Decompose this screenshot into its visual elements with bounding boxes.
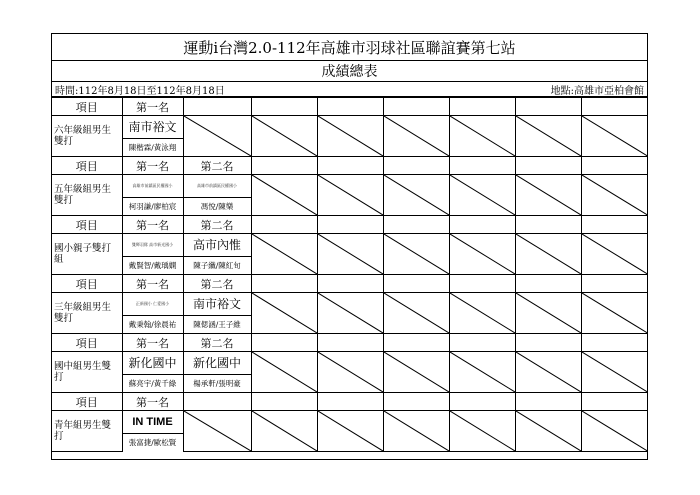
empty-diagonal-cell (581, 352, 647, 393)
empty-diagonal-cell (317, 411, 383, 452)
time-text: 時間:112年8月18日至112年8月18日 (55, 85, 225, 97)
first-place-team: 正新國小 仁愛國小 (122, 293, 183, 316)
empty-diagonal-cell (515, 234, 581, 275)
empty-diagonal-cell (383, 293, 449, 334)
diagonal-line (582, 411, 648, 451)
empty-diagonal-cell (251, 234, 317, 275)
result-row (52, 234, 647, 257)
results-body (52, 98, 647, 452)
diagonal-line (516, 293, 581, 333)
empty-diagonal-cell (449, 293, 515, 334)
diagonal-line (252, 352, 317, 392)
result-row (52, 411, 647, 434)
empty-diagonal-cell (515, 411, 581, 452)
empty-header-cell (515, 157, 581, 175)
empty-header-cell (251, 275, 317, 293)
empty-header-cell (515, 334, 581, 352)
diagonal-line (384, 116, 449, 156)
empty-header-cell (449, 393, 515, 411)
item-header: 項目 (52, 275, 122, 293)
empty-header-cell (383, 275, 449, 293)
empty-diagonal-cell (581, 411, 647, 452)
empty-header-cell (383, 216, 449, 234)
second-place-header: 第二名 (183, 334, 251, 352)
first-place-team: 南市裕文 (122, 116, 183, 139)
diagonal-line (252, 116, 317, 156)
section-header-row (52, 157, 647, 175)
result-row (52, 293, 647, 316)
subtitle-text: 成績總表 (321, 64, 378, 80)
empty-diagonal-cell (251, 175, 317, 216)
page-title (52, 34, 647, 61)
empty-diagonal-cell (515, 293, 581, 334)
second-place-header: 第二名 (183, 275, 251, 293)
empty-diagonal-cell (581, 116, 647, 157)
empty-diagonal-cell (449, 175, 515, 216)
info-row (52, 82, 647, 97)
empty-header-cell (317, 393, 383, 411)
result-row (52, 116, 647, 139)
empty-header-cell (581, 216, 647, 234)
empty-diagonal-cell (317, 352, 383, 393)
second-place-team: 新化國中 (183, 352, 251, 375)
empty-header-cell (581, 334, 647, 352)
empty-header-cell (449, 157, 515, 175)
diagonal-line (450, 352, 515, 392)
diagonal-line (384, 293, 449, 333)
first-place-header: 第一名 (122, 157, 183, 175)
first-place-players: 陳楷霖/黃泳翔 (122, 139, 183, 157)
second-place-team: 高雄市前鎮區民權國小 (183, 175, 251, 198)
section-header-row (52, 216, 647, 234)
section-header-row (52, 275, 647, 293)
item-header: 項目 (52, 98, 122, 116)
results-table (52, 97, 647, 452)
diagonal-line (318, 293, 383, 333)
empty-diagonal-cell (251, 116, 317, 157)
empty-header-cell (449, 98, 515, 116)
empty-header-cell (581, 275, 647, 293)
diagonal-line (252, 293, 317, 333)
empty-header-cell (383, 334, 449, 352)
diagonal-line (384, 175, 449, 215)
first-place-team: IN TIME (122, 411, 183, 434)
first-place-header: 第一名 (122, 98, 183, 116)
empty-diagonal-cell (251, 352, 317, 393)
first-place-header: 第一名 (122, 334, 183, 352)
empty-diagonal-cell (449, 234, 515, 275)
empty-header-cell (317, 275, 383, 293)
empty-header-cell (317, 157, 383, 175)
empty-header-cell (449, 334, 515, 352)
result-row (52, 175, 647, 198)
diagonal-line (252, 234, 317, 274)
diagonal-line (252, 411, 317, 451)
category-label: 國中組男生雙打 (52, 352, 122, 393)
second-place-players: 楊承軒/張明豪 (183, 375, 251, 393)
empty-diagonal-cell (383, 411, 449, 452)
diagonal-line (582, 175, 648, 215)
first-place-team: 雙輝羽隊 高市新光國小 (122, 234, 183, 257)
diagonal-line (450, 175, 515, 215)
diagonal-line (318, 116, 383, 156)
empty-header-cell (251, 157, 317, 175)
second-place-players: 馮悅/陳樂 (183, 198, 251, 216)
empty-diagonal-cell (317, 116, 383, 157)
results-sheet (51, 33, 648, 460)
empty-diagonal-cell (515, 352, 581, 393)
diagonal-line (384, 411, 449, 451)
diagonal-line (184, 116, 251, 156)
empty-diagonal-cell (515, 175, 581, 216)
empty-diagonal-cell (449, 116, 515, 157)
item-header: 項目 (52, 157, 122, 175)
empty-header-cell (251, 98, 317, 116)
second-place-team: 南市裕文 (183, 293, 251, 316)
diagonal-line (384, 234, 449, 274)
empty-diagonal-cell (383, 175, 449, 216)
venue-text: 地點:高雄市亞柏會館 (550, 85, 644, 97)
empty-diagonal-cell (383, 352, 449, 393)
first-place-players: 戴賢智/戴瑀嫻 (122, 257, 183, 275)
first-place-header: 第一名 (122, 216, 183, 234)
diagonal-line (318, 352, 383, 392)
empty-diagonal-cell (251, 293, 317, 334)
empty-header-cell (317, 98, 383, 116)
empty-diagonal-cell (183, 116, 251, 157)
empty-header-cell (183, 393, 251, 411)
diagonal-line (252, 175, 317, 215)
empty-header-cell (383, 157, 449, 175)
second-place-players: 陳子纖/陳紅旬 (183, 257, 251, 275)
empty-header-cell (251, 334, 317, 352)
empty-header-cell (383, 98, 449, 116)
empty-diagonal-cell (383, 116, 449, 157)
diagonal-line (450, 234, 515, 274)
second-place-players: 陳偲涵/王子維 (183, 316, 251, 334)
results-grid (52, 97, 647, 452)
result-row (52, 352, 647, 375)
section-header-row (52, 334, 647, 352)
empty-header-cell (515, 275, 581, 293)
empty-header-cell (515, 216, 581, 234)
first-place-players: 戴秉翰/徐晨祐 (122, 316, 183, 334)
first-place-players: 蘇亮宇/黃千綠 (122, 375, 183, 393)
diagonal-line (450, 293, 515, 333)
second-place-team: 高市內惟 (183, 234, 251, 257)
diagonal-line (516, 175, 581, 215)
empty-diagonal-cell (515, 116, 581, 157)
empty-diagonal-cell (183, 411, 251, 452)
second-place-header: 第二名 (183, 216, 251, 234)
diagonal-line (450, 411, 515, 451)
empty-header-cell (317, 216, 383, 234)
first-place-players: 柯羽謙/廖柏宸 (122, 198, 183, 216)
item-header: 項目 (52, 393, 122, 411)
category-label: 國小親子雙打組 (52, 234, 122, 275)
title-text: 運動i台灣2.0-112年高雄市羽球社區聯誼賽第七站 (183, 38, 516, 57)
empty-header-cell (383, 393, 449, 411)
category-label: 六年級組男生雙打 (52, 116, 122, 157)
diagonal-line (318, 175, 383, 215)
diagonal-line (184, 411, 251, 451)
second-place-header: 第二名 (183, 157, 251, 175)
first-place-header: 第一名 (122, 275, 183, 293)
empty-diagonal-cell (251, 411, 317, 452)
empty-header-cell (317, 334, 383, 352)
empty-diagonal-cell (449, 352, 515, 393)
empty-header-cell (183, 98, 251, 116)
empty-header-cell (449, 275, 515, 293)
first-place-header: 第一名 (122, 393, 183, 411)
item-header: 項目 (52, 216, 122, 234)
empty-header-cell (581, 98, 647, 116)
category-label: 五年級組男生雙打 (52, 175, 122, 216)
diagonal-line (450, 116, 515, 156)
diagonal-line (384, 352, 449, 392)
diagonal-line (582, 352, 648, 392)
empty-header-cell (251, 216, 317, 234)
diagonal-line (516, 352, 581, 392)
page-subtitle (52, 61, 647, 82)
first-place-team: 新化國中 (122, 352, 183, 375)
diagonal-line (318, 234, 383, 274)
diagonal-line (318, 411, 383, 451)
empty-header-cell (251, 393, 317, 411)
empty-header-cell (581, 393, 647, 411)
first-place-team: 高雄市前鎮區民權國小 (122, 175, 183, 198)
empty-diagonal-cell (383, 234, 449, 275)
empty-header-cell (515, 98, 581, 116)
empty-diagonal-cell (581, 175, 647, 216)
empty-diagonal-cell (317, 293, 383, 334)
first-place-players: 張富捷/歐松賢 (122, 434, 183, 452)
empty-header-cell (449, 216, 515, 234)
empty-diagonal-cell (449, 411, 515, 452)
empty-diagonal-cell (317, 234, 383, 275)
diagonal-line (582, 293, 648, 333)
category-label: 青年組男生雙打 (52, 411, 122, 452)
diagonal-line (516, 234, 581, 274)
item-header: 項目 (52, 334, 122, 352)
empty-diagonal-cell (581, 293, 647, 334)
empty-header-cell (515, 393, 581, 411)
diagonal-line (516, 116, 581, 156)
section-header-row (52, 98, 647, 116)
empty-header-cell (581, 157, 647, 175)
empty-diagonal-cell (581, 234, 647, 275)
diagonal-line (582, 234, 648, 274)
diagonal-line (582, 116, 648, 156)
category-label: 三年級組男生雙打 (52, 293, 122, 334)
empty-diagonal-cell (317, 175, 383, 216)
section-header-row (52, 393, 647, 411)
diagonal-line (516, 411, 581, 451)
